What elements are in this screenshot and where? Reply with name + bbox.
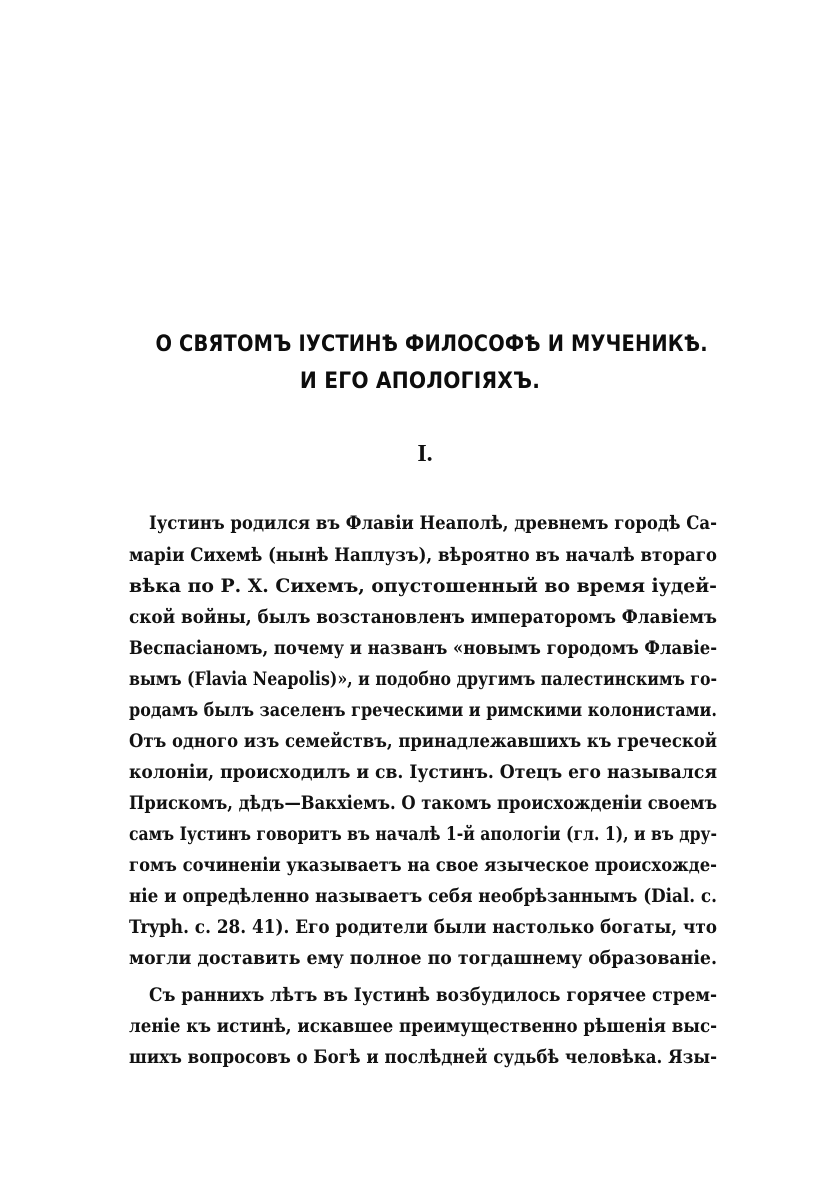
- text-line: ской войны, былъ возстановленъ императоромъ Флавіемъ: [129, 606, 717, 628]
- text-line: Прискомъ, дѣдъ—Вакхіемъ. О такомъ происхожденіи своемъ: [129, 792, 718, 814]
- text-line: Веспасіаномъ, почему и названъ «новымъ городомъ Флавіе-: [129, 637, 718, 659]
- section-number: I.: [417, 441, 433, 467]
- text-line: колоніи, происходилъ и св. Іустинъ. Отецъ его назывался: [129, 761, 718, 783]
- text-line: ніе и опредѣленно называетъ себя необрѣзаннымъ (Dial. c.: [129, 885, 717, 907]
- text-line: леніе къ истинѣ, искавшее преимущественно рѣшенія выс-: [129, 1015, 718, 1037]
- text-line: вѣка по Р. Х. Сихемъ, опустошенный во время іудей-: [129, 575, 718, 597]
- chapter-title-line-1: О СВЯТОМЪ ІУСТИНѢ ФИЛОСОФѢ И МУЧЕНИКѢ.: [155, 332, 708, 357]
- text-line: вымъ (Flavia Neapolis)», и подобно другимъ палестинскимъ го-: [129, 668, 718, 690]
- text-line: Іустинъ родился въ Флавіи Неаполѣ, древнемъ городѣ Са-: [149, 512, 718, 534]
- text-line: самъ Іустинъ говоритъ въ началѣ 1-й апологіи (гл. 1), и въ дру-: [129, 823, 718, 845]
- text-line: Отъ одного изъ семействъ, принадлежавшихъ къ греческой: [129, 730, 718, 752]
- text-line: родамъ былъ заселенъ греческими и римскими колонистами.: [129, 699, 717, 721]
- chapter-title-line-2: И ЕГО АПОЛОГІЯХЪ.: [299, 369, 541, 394]
- text-line: Tryph. c. 28. 41). Его родители были настолько богаты, что: [129, 916, 718, 938]
- text-line: Съ раннихъ лѣтъ въ Іустинѣ возбудилось горячее стрем-: [149, 984, 718, 1006]
- text-line: маріи Сихемѣ (нынѣ Наплузъ), вѣроятно въ началѣ втораго: [129, 544, 717, 566]
- text-line: могли доставить ему полное по тогдашнему образованіе.: [129, 947, 717, 969]
- text-line: шихъ вопросовъ о Богѣ и послѣдней судьбѣ человѣка. Язы-: [129, 1046, 717, 1068]
- text-line: гомъ сочиненіи указываетъ на свое языческое происхожде-: [129, 854, 717, 876]
